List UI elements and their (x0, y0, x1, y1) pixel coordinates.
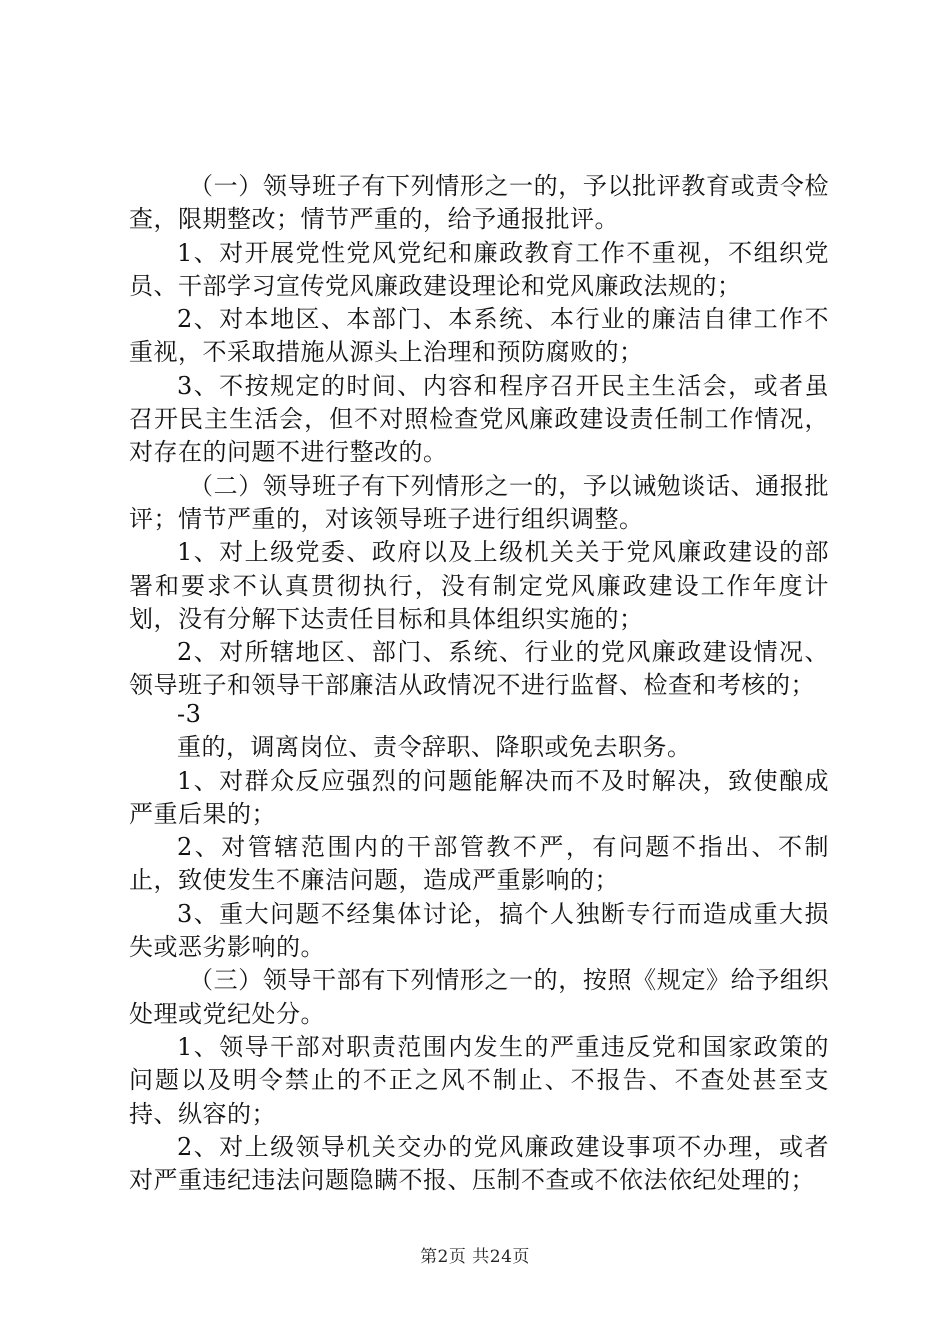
list-item: 1、对群众反应强烈的问题能解决而不及时解决，致使酿成严重后果的； (129, 766, 829, 828)
document-body-bottom (129, 698, 829, 1197)
list-item: 1、对开展党性党风党纪和廉政教育工作不重视，不组织党员、干部学习宣传党风廉政建设理论和党风廉政法规的； (129, 238, 829, 300)
list-item: 2、对上级领导机关交办的党风廉政建设事项不办理，或者对严重违纪违法问题隐瞒不报、压制不查或不依法依纪处理的； (129, 1132, 829, 1195)
section-heading-2: （二）领导班子有下列情形之一的，予以诫勉谈话、通报批评；情节严重的，对该领导班子进行组织调整。 (129, 471, 829, 533)
section-heading-1: （一）领导班子有下列情形之一的，予以批评教育或责令检查，限期整改；情节严重的，给予通报批评。 (129, 172, 829, 234)
page-footer: 第2页 共24页 (420, 1247, 530, 1267)
list-item: 2、对所辖地区、部门、系统、行业的党风廉政建设情况、领导班子和领导干部廉洁从政情况不进行监督、检查和考核的； (129, 638, 829, 700)
list-item: 1、领导干部对职责范围内发生的严重违反党和国家政策的问题以及明令禁止的不正之风不制止、不报告、不查处甚至支持、纵容的； (129, 1032, 829, 1128)
list-item: 3、重大问题不经集体讨论，搞个人独断专行而造成重大损失或恶劣影响的。 (129, 899, 829, 962)
list-item: 2、对本地区、本部门、本系统、本行业的廉洁自律工作不重视，不采取措施从源头上治理和预防腐败的； (129, 305, 829, 367)
list-item: 重的，调离岗位、责令辞职、降职或免去职务。 (177, 733, 692, 762)
list-item: 2、对管辖范围内的干部管教不严，有问题不指出、不制止，致使发生不廉洁问题，造成严重影响的； (129, 833, 829, 895)
page-marker: -3 (177, 700, 202, 728)
section-heading-3: （三）领导干部有下列情形之一的，按照《规定》给予组织处理或党纪处分。 (129, 966, 829, 1028)
list-item: 1、对上级党委、政府以及上级机关关于党风廉政建设的部署和要求不认真贯彻执行，没有制定党风廉政建设工作年度计划，没有分解下达责任目标和具体组织实施的； (129, 538, 829, 633)
list-item: 3、不按规定的时间、内容和程序召开民主生活会，或者虽召开民主生活会，但不对照检查党风廉政建设责任制工作情况，对存在的问题不进行整改的。 (129, 371, 829, 467)
document-body-top (129, 170, 829, 703)
